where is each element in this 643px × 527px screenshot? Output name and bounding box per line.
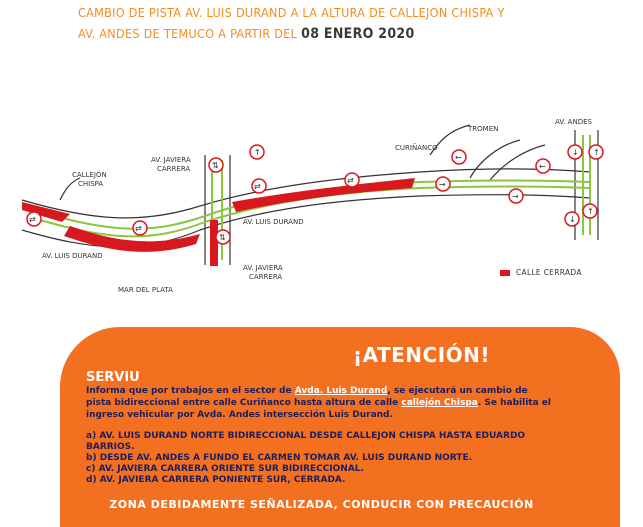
two-way-sign-icon — [345, 173, 359, 187]
up-arrow-sign-icon — [250, 145, 264, 159]
label-luis-durand-center: AV. LUIS DURAND — [243, 218, 304, 226]
down-arrow-sign-icon — [565, 212, 579, 226]
left-arrow-sign-icon — [452, 150, 466, 164]
org-name: SERVIU — [86, 370, 140, 385]
notice-item: c) AV. JAVIERA CARRERA ORIENTE SUR BIDIRECCIONAL. — [86, 464, 364, 474]
svg-text:←: ← — [455, 153, 462, 162]
notice-intro — [86, 385, 556, 421]
intro-part-b: , se ejecutará un cambio de pista bidireccional entre calle Curiñanco hasta altura de calle — [86, 386, 528, 408]
left-arrow-sign-icon — [536, 159, 550, 173]
up-arrow-sign-icon — [589, 145, 603, 159]
label-javiera-top-1: AV. JAVIERA — [151, 156, 191, 164]
svg-text:⇄: ⇄ — [254, 182, 261, 191]
down-arrow-sign-icon — [568, 145, 582, 159]
label-andes: AV. ANDES — [555, 118, 592, 126]
notice-item: d) AV. JAVIERA CARRERA PONIENTE SUR, CERRADA. — [86, 475, 346, 485]
legend — [500, 268, 582, 277]
legend-swatch — [500, 270, 510, 276]
notice-text — [86, 370, 556, 486]
two-way-sign-icon — [27, 212, 41, 226]
header-line-2-prefix: AV. ANDES DE TEMUCO A PARTIR DEL — [78, 26, 298, 41]
label-chispa: CHISPA — [78, 180, 104, 188]
legend-label: CALLE CERRADA — [516, 268, 582, 277]
svg-text:↑: ↑ — [593, 148, 600, 157]
intro-part-c: . Se habilita el ingreso vehicular por Avda. Andes intersección Luis Durand. — [86, 398, 551, 420]
svg-text:→: → — [512, 192, 519, 201]
two-way-sign-icon — [252, 179, 266, 193]
header — [78, 2, 598, 45]
header-line-1: CAMBIO DE PISTA AV. LUIS DURAND A LA ALTURA DE CALLEJON CHISPA Y — [78, 5, 505, 20]
notice-footer: ZONA DEBIDAMENTE SEÑALIZADA, CONDUCIR CON PRECAUCIÓN — [109, 498, 534, 511]
label-javiera-top-2: CARRERA — [157, 165, 191, 173]
svg-text:↑: ↑ — [587, 207, 594, 216]
road-map — [0, 100, 643, 310]
attention-heading-wrap — [0, 343, 643, 367]
intro-highlight-2: callejón Chispa — [401, 398, 478, 408]
right-arrow-sign-icon — [436, 177, 450, 191]
svg-text:↓: ↓ — [572, 148, 579, 157]
intro-part-a: Informa que por trabajos en el sector de — [86, 386, 295, 396]
two-way-vertical-sign-icon — [209, 158, 223, 172]
label-luis-durand-left: AV. LUIS DURAND — [42, 252, 103, 260]
two-way-vertical-sign-icon — [216, 230, 230, 244]
notice-items — [86, 431, 556, 486]
svg-text:↑: ↑ — [254, 148, 261, 157]
label-mar-del-plata: MAR DEL PLATA — [118, 286, 173, 294]
svg-text:⇅: ⇅ — [219, 233, 226, 242]
notice-item: b) DESDE AV. ANDES A FUNDO EL CARMEN TOMAR AV. LUIS DURAND NORTE. — [86, 453, 473, 463]
header-line-2 — [78, 23, 598, 45]
notice-item: a) AV. LUIS DURAND NORTE BIDIRECCIONAL DESDE CALLEJON CHISPA HASTA EDUARDO BARRIOS. — [86, 431, 526, 452]
header-date: 08 ENERO 2020 — [301, 26, 415, 42]
right-arrow-sign-icon — [509, 189, 523, 203]
label-javiera-bottom-2: CARRERA — [249, 273, 283, 281]
svg-text:↓: ↓ — [569, 215, 576, 224]
intro-highlight-1: Avda. Luis Durand — [294, 386, 388, 396]
label-callejon: CALLEJÓN — [72, 171, 107, 179]
svg-text:⇄: ⇄ — [29, 215, 36, 224]
svg-text:⇅: ⇅ — [212, 161, 219, 170]
svg-text:→: → — [439, 180, 446, 189]
svg-text:←: ← — [539, 162, 546, 171]
attention-heading: ¡ATENCIÓN! — [352, 343, 491, 367]
two-way-sign-icon — [133, 221, 147, 235]
label-javiera-bottom-1: AV. JAVIERA — [243, 264, 283, 272]
up-arrow-sign-icon — [583, 204, 597, 218]
svg-text:⇄: ⇄ — [347, 176, 354, 185]
label-curinanco: CURIÑANCO — [395, 144, 438, 152]
svg-text:⇄: ⇄ — [135, 224, 142, 233]
label-tromen: TROMEN — [468, 125, 499, 133]
